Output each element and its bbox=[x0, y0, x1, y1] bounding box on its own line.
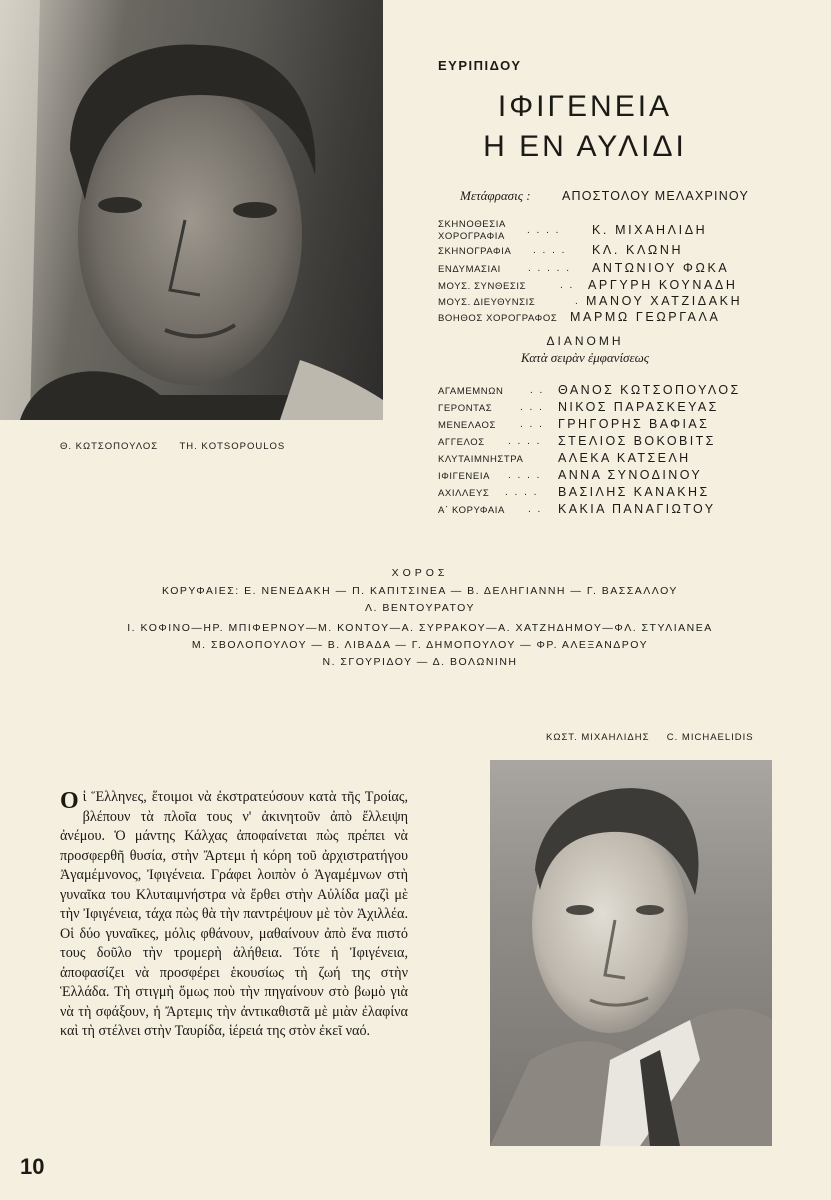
cast-role: ΓΕΡΟΝΤΑΣ bbox=[438, 403, 493, 414]
credit-label: ΜΟΥΣ. ΣΥΝΘΕΣΙΣ bbox=[438, 281, 527, 292]
credit-label: ΕΝΔΥΜΑΣΙΑΙ bbox=[438, 264, 501, 275]
cast-role: Α΄ ΚΟΡΥΦΑΙΑ bbox=[438, 505, 505, 516]
cast-heading: ΔΙΑΝΟΜΗ bbox=[546, 334, 624, 348]
chorus-line: Λ. ΒΕΝΤΟΥΡΑΤΟΥ bbox=[365, 602, 475, 614]
credit-name: Κ. ΜΙΧΑΗΛΙΔΗ bbox=[592, 223, 708, 237]
cast-actor: ΚΑΚΙΑ ΠΑΝΑΓΙΩΤΟΥ bbox=[558, 502, 716, 516]
leader-dots: . . bbox=[560, 280, 575, 291]
translator-name: ΑΠΟΣΤΟΛΟΥ ΜΕΛΑΧΡΙΝΟΥ bbox=[562, 189, 749, 203]
leader-dots: . . . bbox=[520, 402, 544, 413]
caption-greek: ΚΩΣΤ. ΜΙΧΑΗΛΙΔΗΣ bbox=[546, 732, 650, 743]
cast-subheading: Κατὰ σειρὰν ἐμφανίσεως bbox=[520, 350, 650, 365]
photo-caption-bottom bbox=[546, 732, 754, 743]
leader-dots: . . . bbox=[520, 419, 544, 430]
cast-actor: ΑΛΕΚΑ ΚΑΤΣΕΛΗ bbox=[558, 451, 691, 465]
credit-name: ΜΑΝΟΥ ΧΑΤΖΙΔΑΚΗ bbox=[586, 294, 743, 308]
cast-actor: ΑΝΝΑ ΣΥΝΟΔΙΝΟΥ bbox=[558, 468, 703, 482]
play-title-line1: ΙΦΙΓΕΝΕΙΑ bbox=[497, 90, 673, 123]
cast-actor: ΣΤΕΛΙΟΣ ΒΟΚΟΒΙΤΣ bbox=[558, 434, 716, 448]
cast-role: ΙΦΙΓΕΝΕΙΑ bbox=[438, 471, 491, 482]
portrait-photo-kotsopoulos bbox=[0, 0, 383, 420]
credit-label: ΣΚΗΝΟΓΡΑΦΙΑ bbox=[438, 246, 512, 257]
credit-name: ΜΑΡΜΩ ΓΕΩΡΓΑΛΑ bbox=[570, 310, 721, 324]
credit-name: ΑΡΓΥΡΗ ΚΟΥΝΑΔΗ bbox=[588, 278, 738, 292]
cast-actor: ΒΑΣΙΛΗΣ ΚΑΝΑΚΗΣ bbox=[558, 485, 710, 499]
credit-label: ΣΚΗΝΟΘΕΣΙΑ bbox=[438, 219, 506, 230]
leader-dots: . . . . bbox=[527, 225, 561, 236]
chorus-line: Μ. ΣΒΟΛΟΠΟΥΛΟΥ — Β. ΛΙΒΑΔΑ — Γ. ΔΗΜΟΠΟΥΛΟΥ — ΦΡ. ΑΛΕΞΑΝΔΡΟΥ bbox=[191, 639, 649, 651]
credit-name: ΚΛ. ΚΛΩΝΗ bbox=[592, 243, 684, 257]
chorus-line: Ι. ΚΟΦΙΝΟ—ΗΡ. ΜΠΙΦΕΡΝΟΥ—Μ. ΚΟΝΤΟΥ—Α. ΣΥΡΡΑΚΟΥ—Α. ΧΑΤΖΗΔΗΜΟΥ—ΦΛ. ΣΤΥΛΙΑΝΕΑ bbox=[127, 622, 713, 634]
leader-dots: . . . . bbox=[508, 436, 542, 447]
synopsis-body: ἱ Ἕλληνες, ἕτοιμοι νὰ ἐκστρατεύσουν κατὰ τῆς Τροίας, βλέπουν τὰ πλοῖα τους ν' ἀκινητοῦν ἀπὸ ἔλλειψη ἀνέμου. Ὁ μάντης Κάλχας ἀποφαίνεται πὼς πρέπει νὰ προσφερθῆ θυσία, στὴν Ἄρτεμι ἡ κόρη τοῦ ἀρχιστρατήγου Ἀγαμέμνονος, Ἰφιγένεια. Γράφει λοιπὸν ὁ Ἀγαμέμνων στὴ γυναῖκα του Κλυταιμνήστρα νὰ ἔρθει στὴν Αὐλίδα μαζὶ μὲ τὴν Ἰφιγένεια, τάχα πὼς θὰ τὴν παντρέψουν μὲ τὸν Ἀχιλλέα. Οἱ δύο γυναῖκες, μόλις φθάνουν, μαθαίνουν ἀπὸ ἕνα πιστό τους δοῦλο τὴν τρομερὴ ἀλήθεια. Τότε ἡ Ἰφιγένεια, ἀποφασίζει νὰ προσφέρει ἑκουσίως τὴ ζωή της στὴν Ἑλλάδα. Τὴ στιγμὴ ὅμως ποὺ τὴν πηγαίνουν στὸ βωμὸ γιὰ νὰ τὴ σφάξουν, ἡ Ἄρτεμις τὴν ἀντικαθιστᾶ μὲ μιὰν ἐλαφίνα καὶ τὴ στέλνει στὴν Ταυρίδα, ἱέρειά της στὸν ἐκεῖ ναό. bbox=[60, 789, 408, 1039]
leader-dots: . bbox=[575, 296, 580, 307]
leader-dots: . . . . . bbox=[528, 263, 572, 274]
leader-dots: . . . . bbox=[533, 245, 567, 256]
author-name: ΕΥΡΙΠΙΔΟΥ bbox=[438, 58, 522, 73]
credit-label: ΜΟΥΣ. ΔΙΕΥΘΥΝΣΙΣ bbox=[438, 297, 536, 308]
cast-actor: ΘΑΝΟΣ ΚΩΤΣΟΠΟΥΛΟΣ bbox=[558, 383, 741, 397]
cast-role: ΜΕΝΕΛΑΟΣ bbox=[438, 420, 496, 431]
credit-name: ΑΝΤΩΝΙΟΥ ΦΩΚΑ bbox=[592, 261, 730, 275]
leader-dots: . . . . bbox=[505, 487, 539, 498]
cast-actor: ΓΡΗΓΟΡΗΣ ΒΑΦΙΑΣ bbox=[558, 417, 710, 431]
drop-cap: Ο bbox=[60, 788, 79, 814]
credit-label: ΒΟΗΘΟΣ ΧΟΡΟΓΡΑΦΟΣ bbox=[438, 313, 558, 324]
credit-label: ΧΟΡΟΓΡΑΦΙΑ bbox=[438, 231, 505, 242]
portrait-photo-michaelidis bbox=[490, 760, 772, 1146]
caption-latin: C. MICHAELIDIS bbox=[666, 732, 754, 743]
cast-actor: ΝΙΚΟΣ ΠΑΡΑΣΚΕΥΑΣ bbox=[558, 400, 719, 414]
leader-dots: . . bbox=[528, 504, 543, 515]
leader-dots: . . bbox=[530, 385, 545, 396]
photo-caption-top bbox=[60, 441, 285, 452]
cast-role: ΑΓΓΕΛΟΣ bbox=[438, 437, 485, 448]
leader-dots: . . . . bbox=[508, 470, 542, 481]
page-number: 10 bbox=[20, 1154, 45, 1179]
translation-label: Μετάφρασις : bbox=[460, 188, 531, 203]
cast-role: ΚΛΥΤΑΙΜΝΗΣΤΡΑ bbox=[438, 454, 524, 465]
cast-role: ΑΓΑΜΕΜΝΩΝ bbox=[438, 386, 504, 397]
synopsis-text bbox=[60, 788, 408, 1042]
caption-latin: TH. KOTSOPOULOS bbox=[179, 441, 286, 452]
cast-role: ΑΧΙΛΛΕΥΣ bbox=[438, 488, 490, 499]
play-title-line2: Η ΕΝ ΑΥΛΙΔΙ bbox=[483, 130, 687, 163]
chorus-line: Ν. ΣΓΟΥΡΙΔΟΥ — Δ. ΒΟΛΩΝΙΝΗ bbox=[322, 656, 518, 668]
chorus-line: ΚΟΡΥΦΑΙΕΣ: Ε. ΝΕΝΕΔΑΚΗ — Π. ΚΑΠΙΤΣΙΝΕΑ — Β. ΔΕΛΗΓΙΑΝΝΗ — Γ. ΒΑΣΣΑΛΛΟΥ bbox=[162, 585, 678, 597]
chorus-heading: ΧΟΡΟΣ bbox=[391, 567, 449, 579]
caption-greek: Θ. ΚΩΤΣΟΠΟΥΛΟΣ bbox=[60, 441, 159, 452]
